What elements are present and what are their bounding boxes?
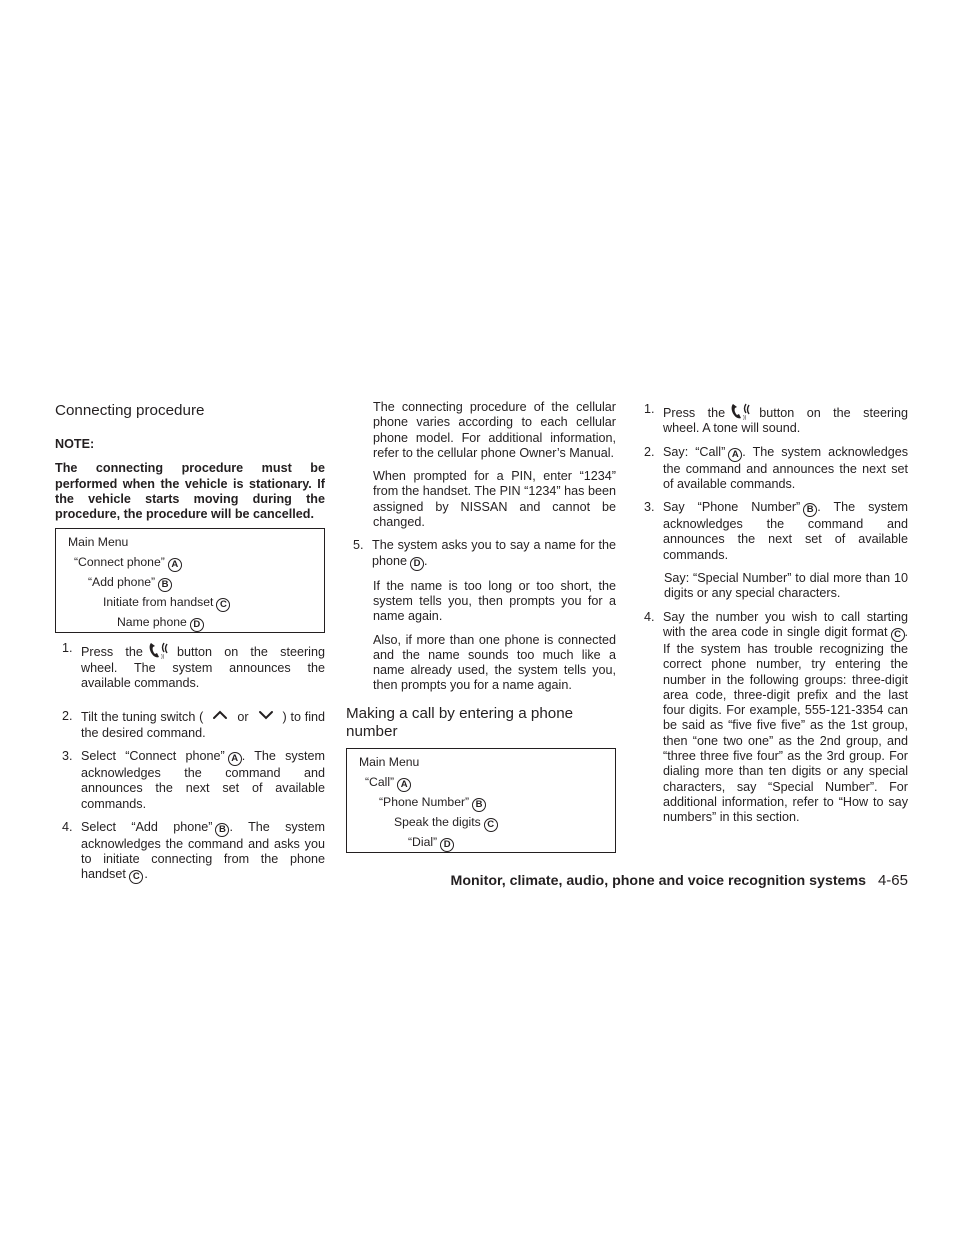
tuning-up-arrow-icon (211, 709, 229, 721)
list-item: 4. Say the number you wish to call starting with the area code in single digit format C . If the system has trouble recognizing the correct phone number, try entering the number in the following groups: three-digit area code, three-digit prefix and the last four digits. For example, 555-121-3354 can be said as “five five five” as the 1st group, then “one two one” as the 2nd group, and “three three five four” as the 3rd group. For dialing more than ten digits or any special characters, say “Special Number”. For additional information, refer to “How to say numbers” in this section. (644, 609, 908, 825)
section-heading-connecting: Connecting procedure (55, 402, 205, 419)
marker-c: C (129, 870, 143, 884)
marker-d: D (440, 838, 454, 852)
list-item: 5. The system asks you to say a name for the phone D . (353, 538, 616, 569)
menu-line: “Connect phone” A (68, 552, 314, 572)
menu-tree-connect (55, 528, 325, 633)
marker-a: A (228, 752, 242, 766)
svg-text:)): )) (743, 415, 747, 420)
list-item: 3. Say “Phone Number” B . The system acknowledges the command and announces the next set of available commands. (644, 500, 908, 562)
tuning-down-arrow-icon (257, 709, 275, 721)
list-item: 1. Press the )) button on the steering wheel. A tone will sound. (644, 402, 908, 436)
footer-chapter-title: Monitor, climate, audio, phone and voice recognition systems (450, 873, 866, 889)
marker-b: B (472, 798, 486, 812)
steps-list-connect (55, 641, 325, 884)
list-item: 1. Press the )) button on the steering wheel. The system announces the available commands. (62, 641, 325, 691)
menu-line: “Call” A (359, 772, 605, 792)
page-number: 4-65 (877, 872, 908, 889)
marker-d: D (410, 557, 424, 571)
column-right (637, 400, 908, 826)
section-heading-making-call: Making a call by entering a phone number (346, 704, 574, 740)
list-item: 2. Say: “Call” A . The system acknowledges the command and announces the next set of available commands. (644, 444, 908, 491)
menu-line: “Dial” D (359, 832, 605, 852)
marker-b: B (158, 578, 172, 592)
note-text: The connecting procedure must be performed when the vehicle is stationary. If the vehicle starts moving during the procedure, the procedure will be cancelled. (55, 461, 325, 522)
marker-a: A (728, 448, 742, 462)
menu-line: Speak the digits C (359, 812, 605, 832)
paragraph: Also, if more than one phone is connected and the name sounds too much like a name already used, the system tells you, then prompts you for a name again. (373, 632, 616, 693)
paragraph: When prompted for a PIN, enter “1234” from the handset. The PIN “1234” has been assigned by NISSAN and cannot be changed. (373, 469, 616, 530)
column-left (55, 400, 325, 884)
marker-c: C (484, 818, 498, 832)
note-label: NOTE: (55, 437, 95, 451)
column-middle (346, 400, 616, 853)
marker-c: C (891, 628, 905, 642)
phone-talk-button-icon (147, 641, 173, 659)
marker-a: A (397, 778, 411, 792)
steps-list-call (637, 402, 908, 563)
menu-line: Main Menu (359, 754, 420, 769)
list-item: 3. Select “Connect phone” A . The system acknowledges the command and announces the next set of available commands. (62, 748, 325, 811)
marker-b: B (803, 503, 817, 517)
menu-line: “Phone Number” B (359, 792, 605, 812)
marker-d: D (190, 618, 204, 632)
list-item: 4. Select “Add phone” B . The system acknowledges the command and asks you to initiate connecting from the phone handset C . (62, 819, 325, 883)
menu-line: Initiate from handset C (68, 592, 314, 612)
menu-line: Name phone D (68, 612, 314, 632)
list-item: 2. Tilt the tuning switch ( or ) to find the desired command. (62, 709, 326, 740)
steps-list-name (346, 538, 616, 570)
marker-c: C (216, 598, 230, 612)
paragraph: If the name is too long or too short, the system tells you, then prompts you for a name again. (373, 578, 616, 624)
marker-b: B (215, 823, 229, 837)
menu-tree-call (346, 748, 616, 853)
paragraph: Say: “Special Number” to dial more than 10 digits or any special characters. (664, 571, 908, 601)
menu-line: “Add phone” B (68, 572, 314, 592)
svg-text:)): )) (160, 654, 165, 660)
phone-talk-button-icon (729, 402, 755, 420)
page-footer (400, 872, 908, 890)
steps-list-call-continued (637, 610, 908, 826)
paragraph: The connecting procedure of the cellular phone varies according to each cellular phone model. For additional information, refer to the cellular phone Owner’s Manual. (373, 400, 616, 460)
marker-a: A (168, 558, 182, 572)
menu-line: Main Menu (68, 535, 129, 550)
